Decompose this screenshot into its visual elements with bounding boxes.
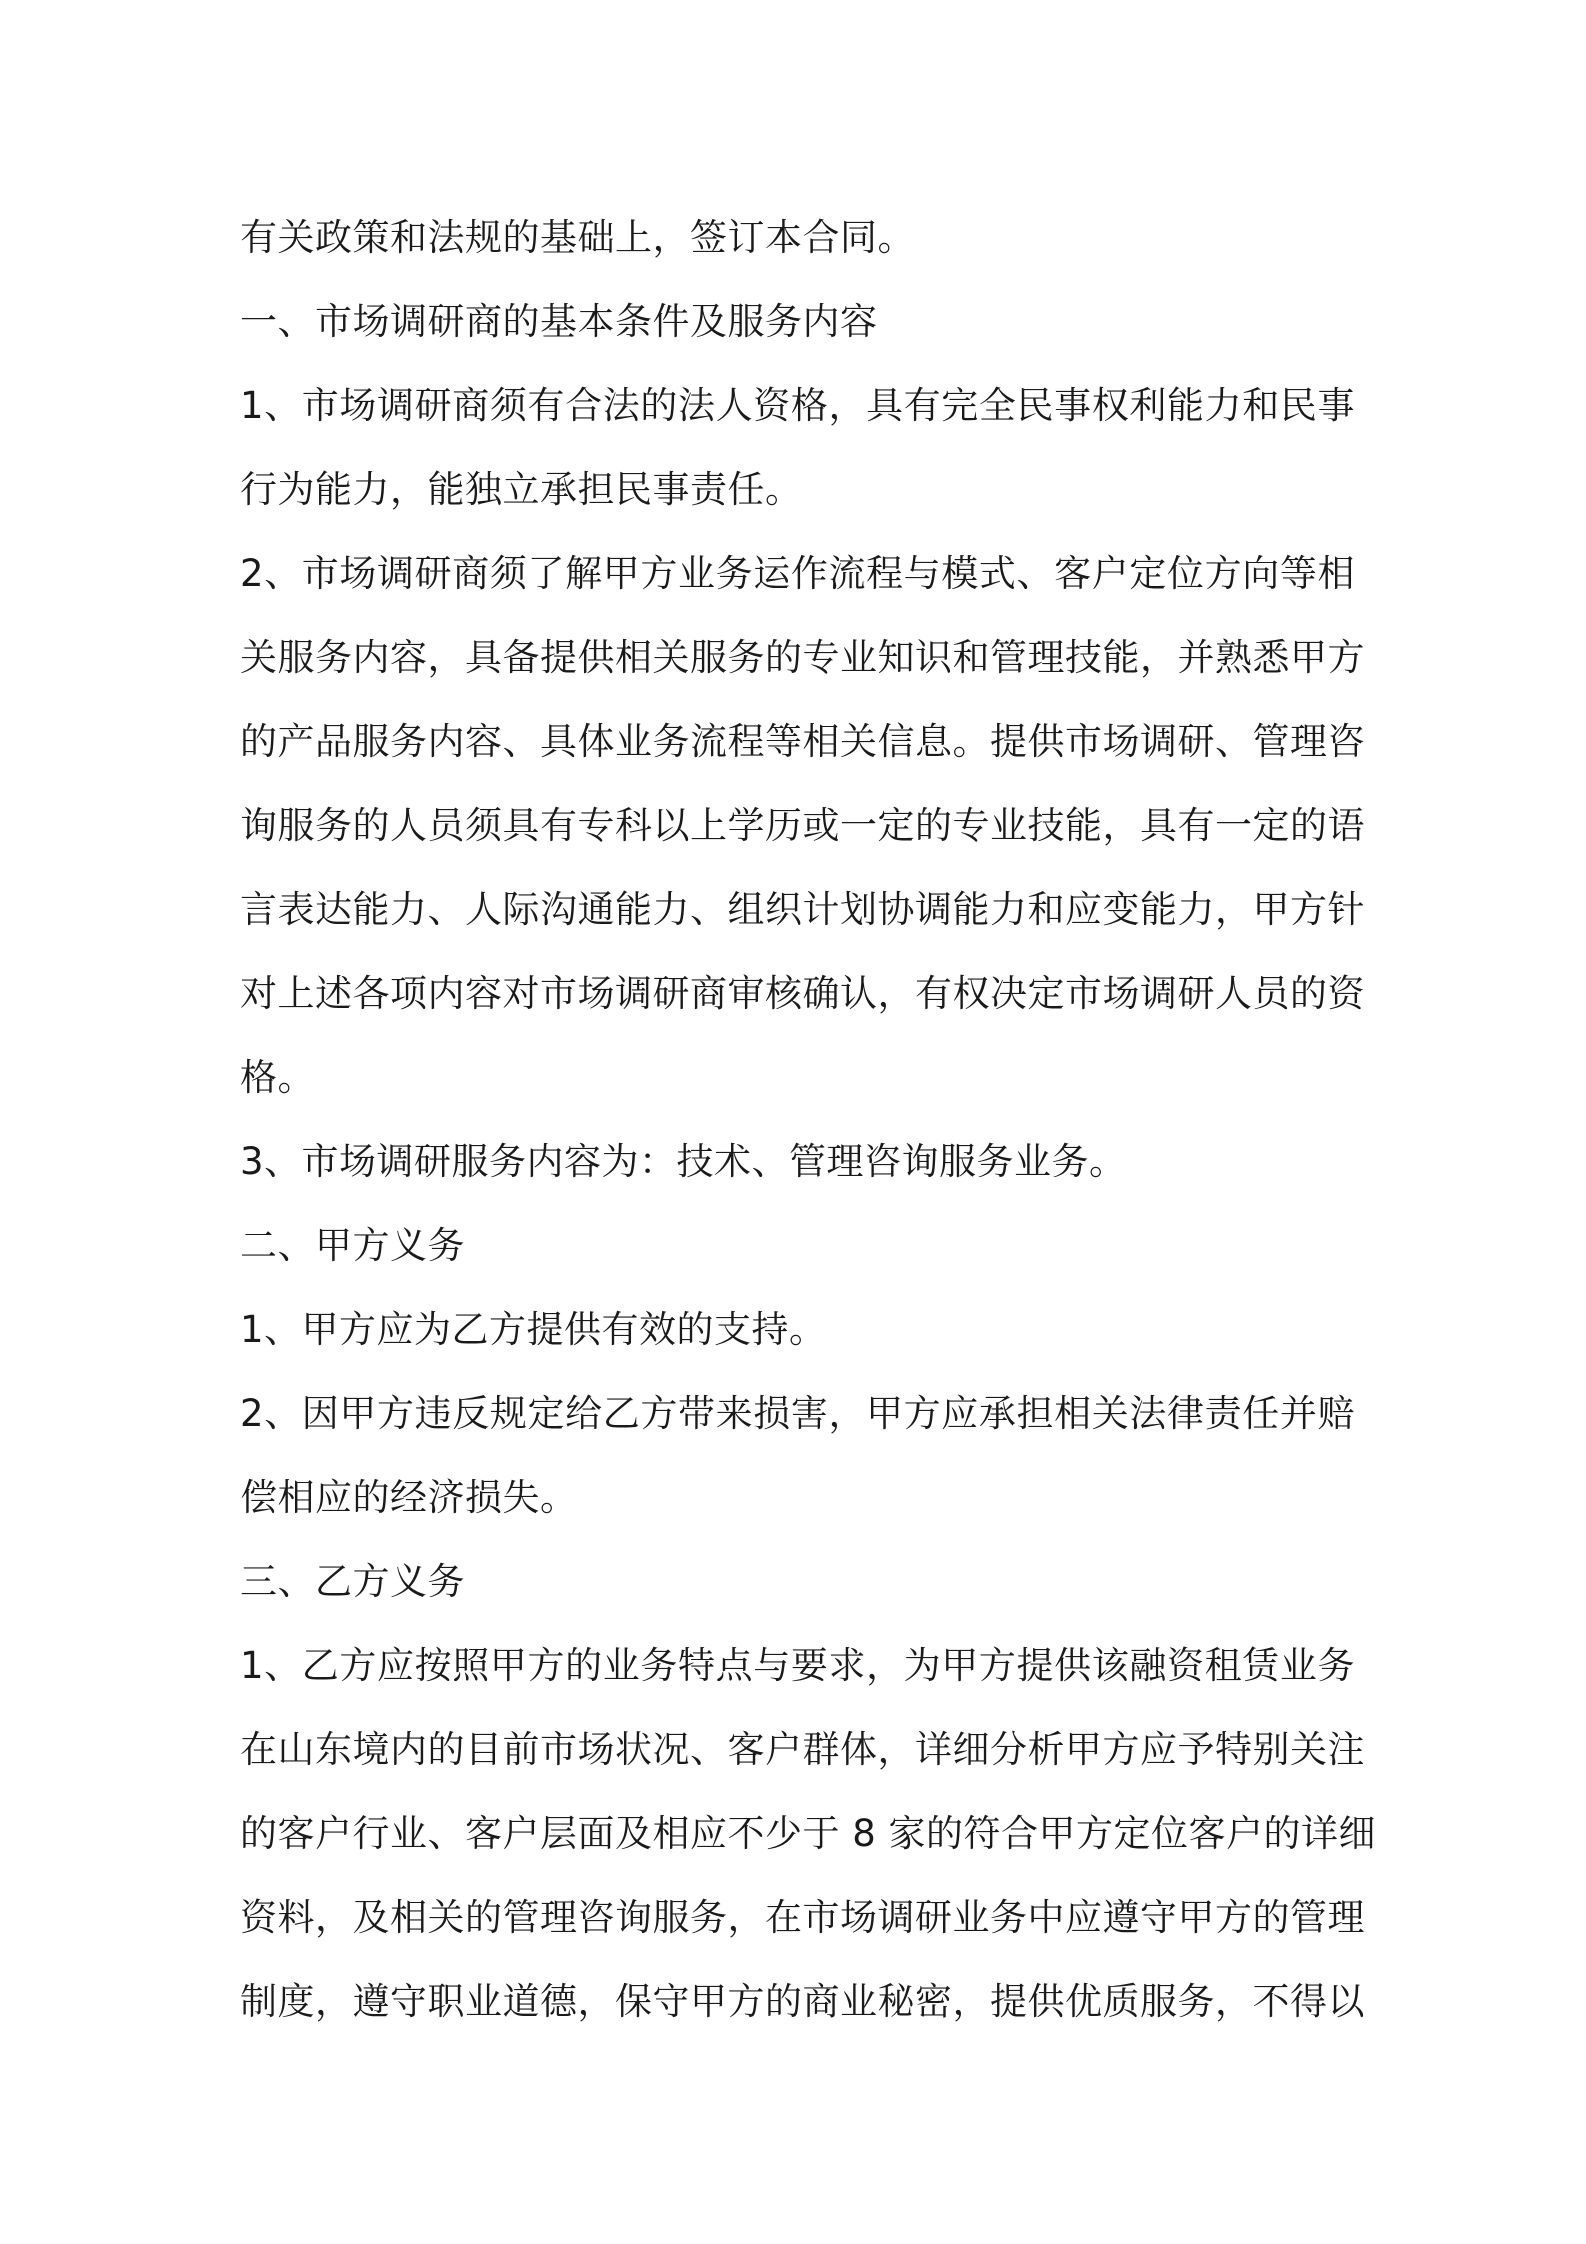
text-line: 2、市场调研商须了解甲方业务运作流程与模式、客户定位方向等相 [240,552,1355,595]
clause-3-1 [240,1624,1377,2044]
text-line: 的客户行业、客户层面及相应不少于 8 家的符合甲方定位客户的详细 [240,1812,1377,1855]
clause-1-2 [240,532,1365,1120]
section-heading-3 [240,1540,1355,1624]
text-line: 1、市场调研商须有合法的法人资格，具有完全民事权利能力和民事 [240,384,1355,427]
clause-2-1 [240,1288,1355,1372]
heading-text: 三、乙方义务 [240,1560,465,1603]
text-line: 关服务内容，具备提供相关服务的专业知识和管理技能，并熟悉甲方 [240,636,1365,679]
text-line: 资料，及相关的管理咨询服务，在市场调研业务中应遵守甲方的管理 [240,1896,1365,1939]
paragraph-preamble-tail [240,196,1355,280]
document-body [240,196,1377,2044]
text-line: 言表达能力、人际沟通能力、组织计划协调能力和应变能力，甲方针 [240,888,1365,931]
text-line: 制度，遵守职业道德，保守甲方的商业秘密，提供优质服务，不得以 [240,1980,1365,2023]
clause-1-1 [240,364,1355,532]
text-line: 1、乙方应按照甲方的业务特点与要求，为甲方提供该融资租赁业务 [240,1644,1355,1687]
text-line: 对上述各项内容对市场调研商审核确认，有权决定市场调研人员的资 [240,972,1365,1015]
text-line: 询服务的人员须具有专科以上学历或一定的专业技能，具有一定的语 [240,804,1365,847]
section-heading-1 [240,280,1355,364]
text-line: 2、因甲方违反规定给乙方带来损害，甲方应承担相关法律责任并赔 [240,1392,1355,1435]
text-line: 的产品服务内容、具体业务流程等相关信息。提供市场调研、管理咨 [240,720,1365,763]
clause-1-3 [240,1120,1355,1204]
heading-text: 二、甲方义务 [240,1224,465,1267]
section-heading-2 [240,1204,1355,1288]
text-line: 1、甲方应为乙方提供有效的支持。 [240,1308,827,1351]
text-line: 在山东境内的目前市场状况、客户群体，详细分析甲方应予特别关注 [240,1728,1365,1771]
text-line: 偿相应的经济损失。 [240,1476,578,1519]
text-line: 格。 [240,1056,315,1099]
text-line: 行为能力，能独立承担民事责任。 [240,468,803,511]
heading-text: 一、市场调研商的基本条件及服务内容 [240,300,878,343]
text-line: 3、市场调研服务内容为：技术、管理咨询服务业务。 [240,1140,1127,1183]
clause-2-2 [240,1372,1355,1540]
text-line: 有关政策和法规的基础上，签订本合同。 [240,216,915,259]
